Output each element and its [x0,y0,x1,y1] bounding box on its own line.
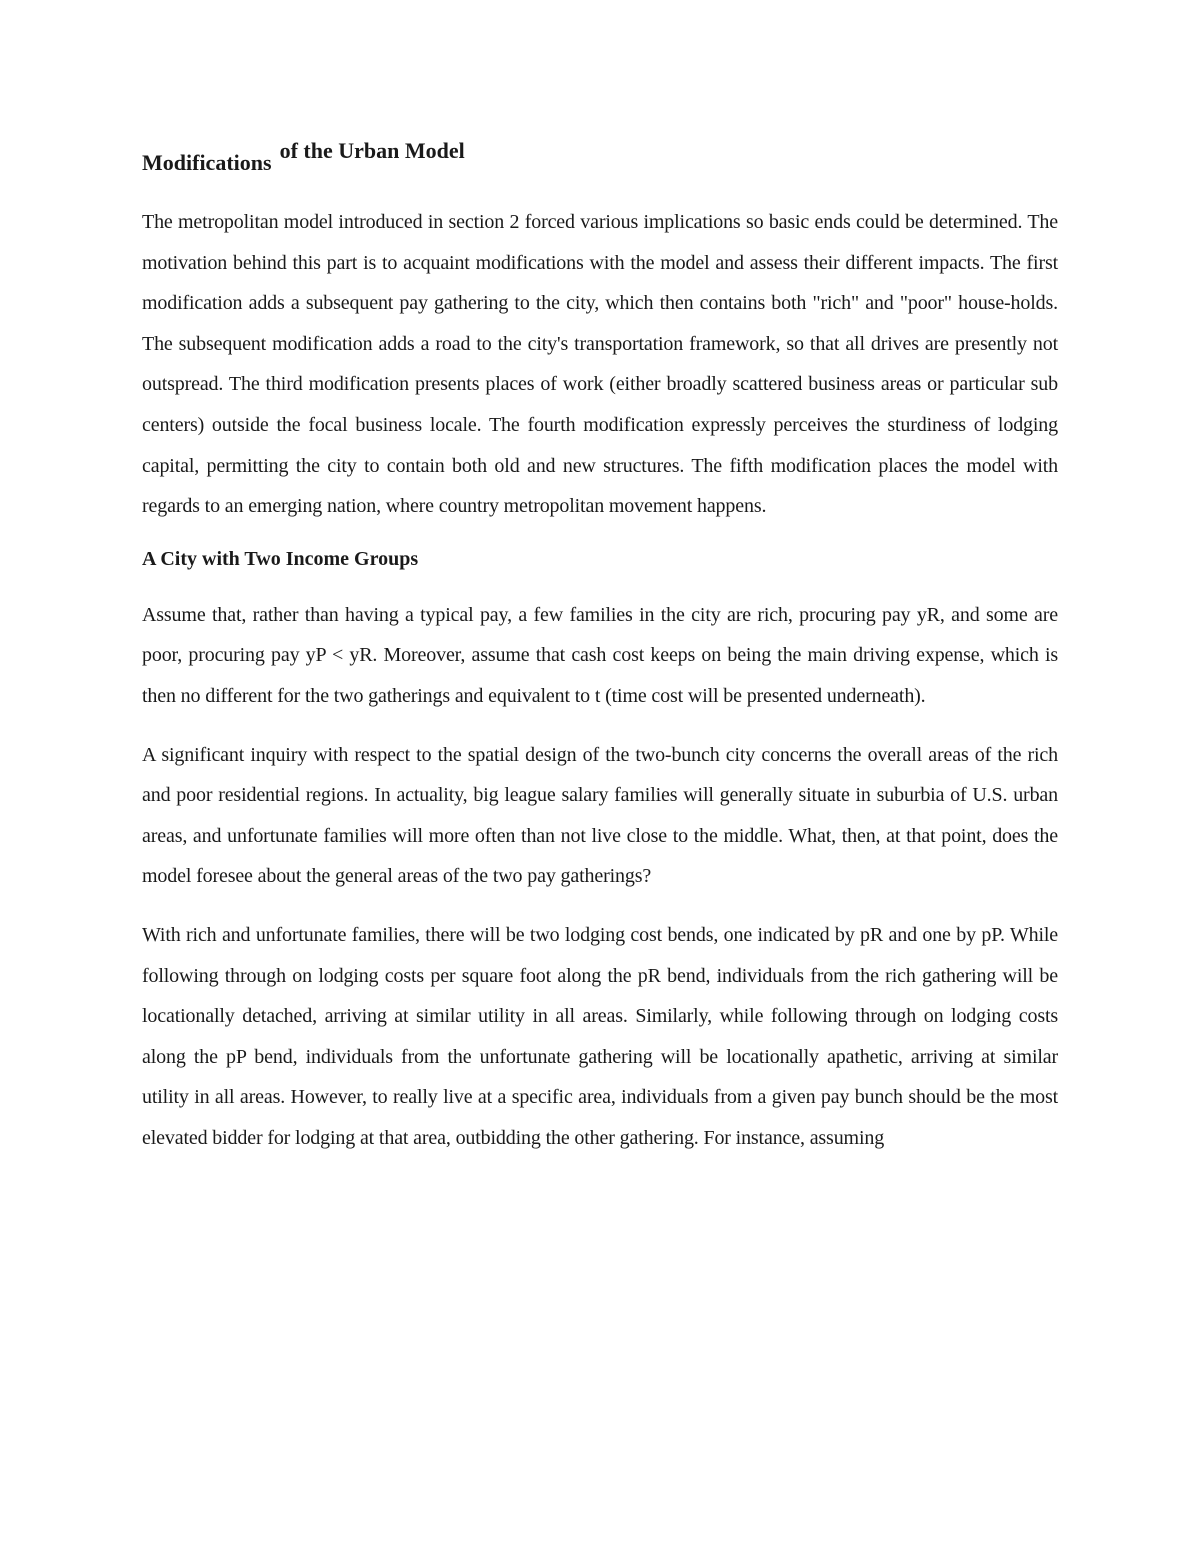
document-body [142,138,1058,1158]
title-part-urban-model: of the Urban Model [279,138,465,163]
paragraph-lodging-cost-bends: With rich and unfortunate families, there will be two lodging cost bends, one indicated by pR and one by pP. While following through on lodging costs per square foot along the pR bend, individuals from the rich gathering will be locationally detached, arriving at similar utility in all areas. Similarly, while following through on lodging costs along the pP bend, individuals from the unfortunate gathering will be locationally apathetic, arriving at similar utility in all areas. However, to really live at a specific area, individuals from a given pay bunch should be the most elevated bidder for lodging at that area, outbidding the other gathering. For instance, assuming [142,923,1058,1149]
title-part-modifications: Modifications [142,150,272,175]
intro-paragraph: The metropolitan model introduced in section 2 forced various implications so basic ends could be determined. The motivation behind this part is to acquaint modifications with the model and assess their different impacts. The first modification adds a subsequent pay gathering to the city, which then contains both "rich" and "poor" house-holds. The subsequent modification adds a road to the city's transportation framework, so that all drives are presently not outspread. The third modification presents places of work (either broadly scattered business areas or particular sub centers) outside the focal business locale. The fourth modification expressly perceives the sturdiness of lodging capital, permitting the city to contain both old and new structures. The fifth modification places the model with regards to an emerging nation, where country metropolitan movement happens. [142,211,1058,518]
document-title [142,138,1058,178]
paragraph-two-income-assumption: Assume that, rather than having a typical pay, a few families in the city are rich, procuring pay yR, and some are poor, procuring pay yP < yR. Moreover, assume that cash cost keeps on being the main driving expense, which is then no different for the two gatherings and equivalent to t (time cost will be presented underneath). [142,603,1058,707]
paragraph-spatial-design: A significant inquiry with respect to the spatial design of the two-bunch city concerns the overall areas of the rich and poor residential regions. In actuality, big league salary families will generally situate in suburbia of U.S. urban areas, and unfortunate families will more often than not live close to the middle. What, then, at that point, does the model foresee about the general areas of the two pay gatherings? [142,743,1058,888]
section-heading: A City with Two Income Groups [142,547,419,570]
